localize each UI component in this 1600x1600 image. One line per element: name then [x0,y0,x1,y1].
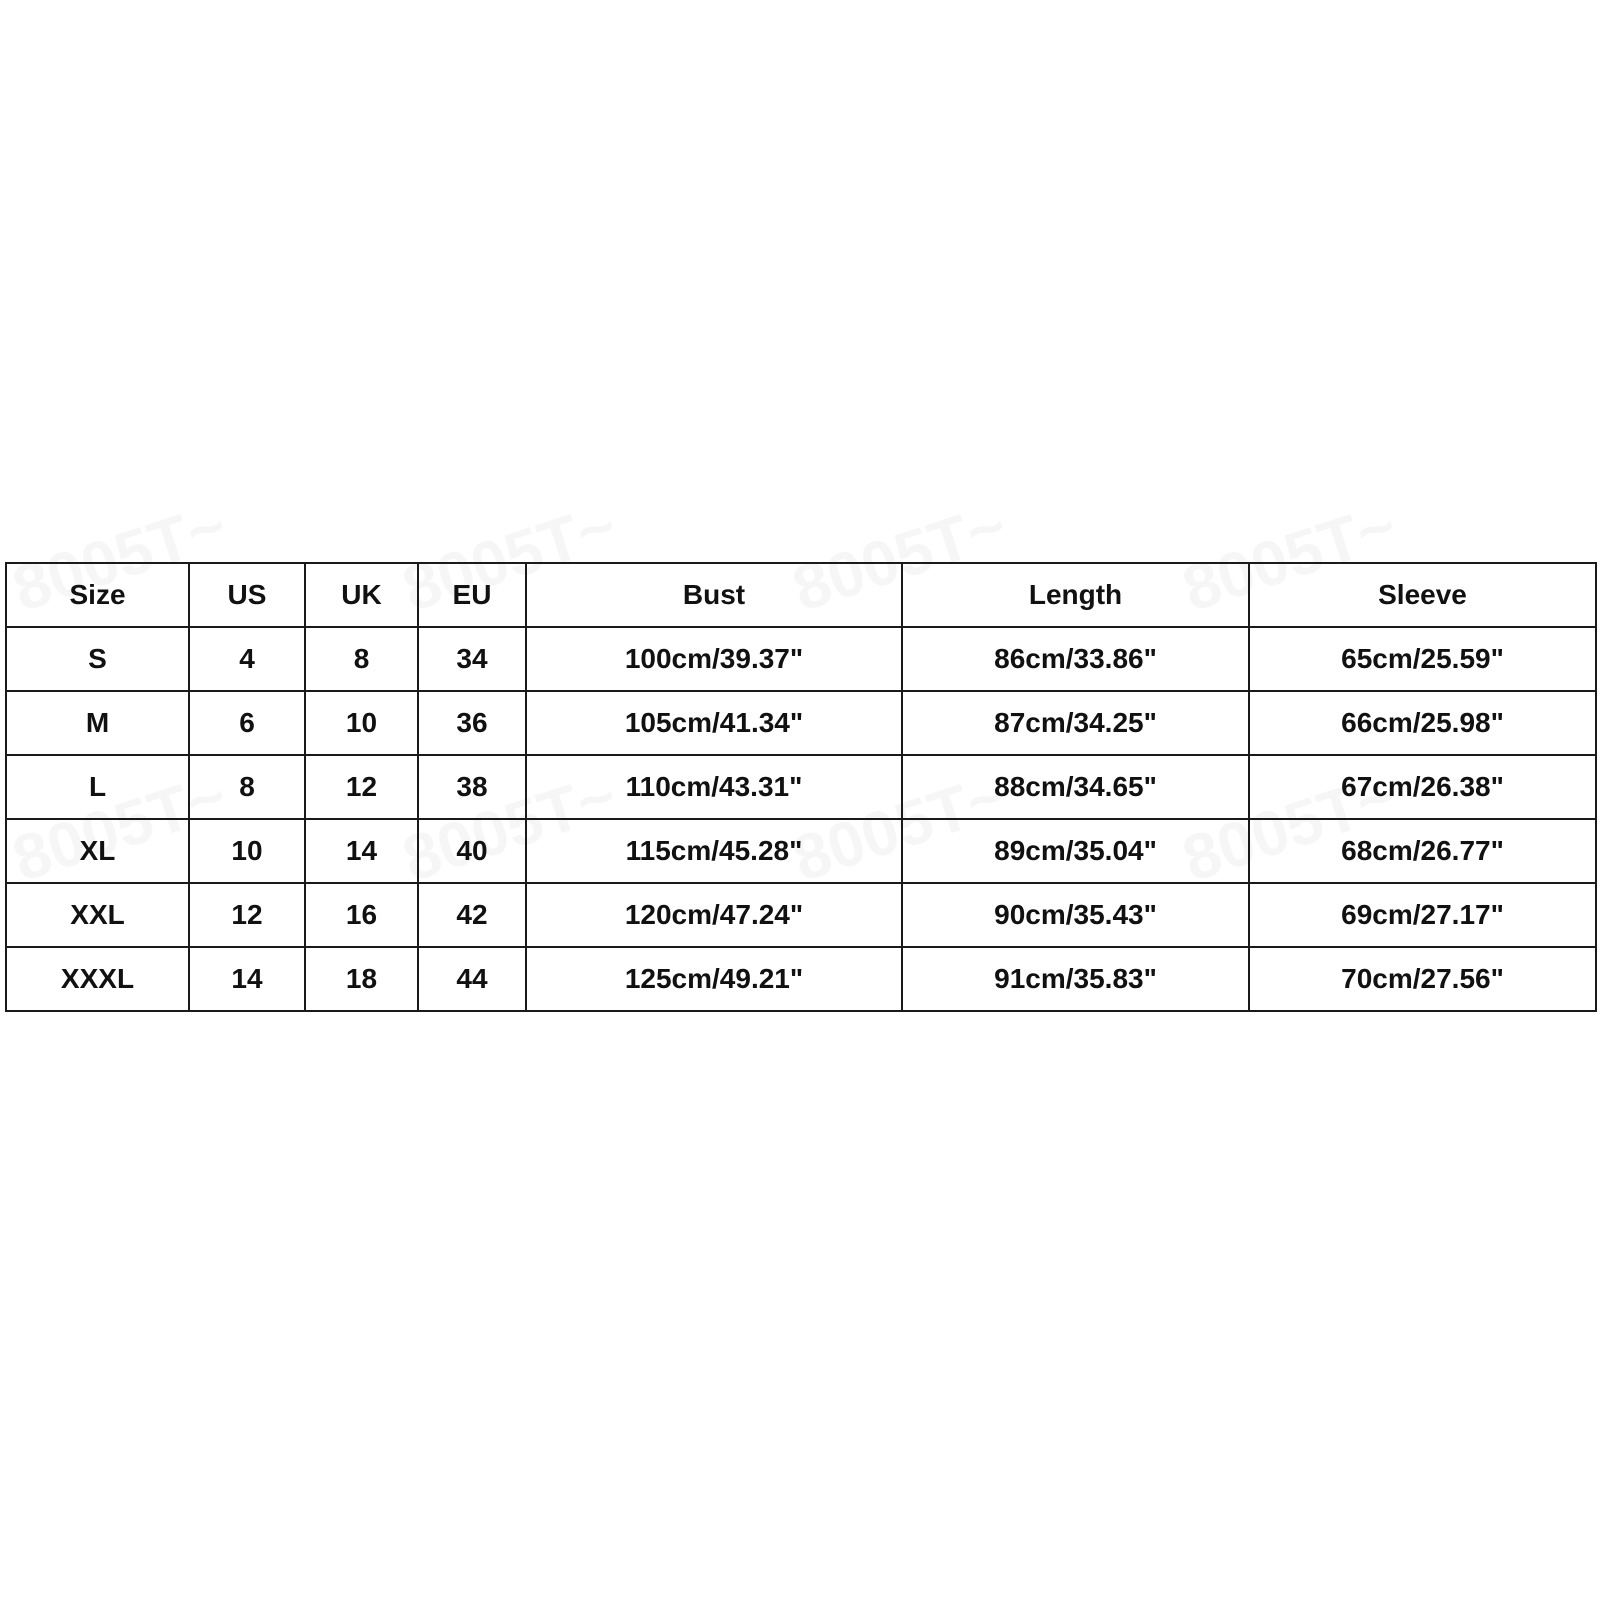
cell-length: 88cm/34.65" [902,755,1249,819]
cell-us: 12 [189,883,305,947]
cell-length: 87cm/34.25" [902,691,1249,755]
cell-size: XL [6,819,189,883]
size-chart-table [5,562,1597,1012]
column-header-bust: Bust [526,563,902,627]
cell-us: 8 [189,755,305,819]
cell-sleeve: 70cm/27.56" [1249,947,1596,1011]
cell-eu: 36 [418,691,526,755]
cell-eu: 34 [418,627,526,691]
cell-length: 86cm/33.86" [902,627,1249,691]
cell-sleeve: 69cm/27.17" [1249,883,1596,947]
cell-uk: 8 [305,627,418,691]
cell-uk: 12 [305,755,418,819]
column-header-sleeve: Sleeve [1249,563,1596,627]
cell-length: 90cm/35.43" [902,883,1249,947]
column-header-uk: UK [305,563,418,627]
cell-sleeve: 65cm/25.59" [1249,627,1596,691]
cell-eu: 42 [418,883,526,947]
cell-bust: 115cm/45.28" [526,819,902,883]
table-row [6,819,1596,883]
cell-uk: 16 [305,883,418,947]
cell-eu: 38 [418,755,526,819]
table-row [6,691,1596,755]
table-row [6,627,1596,691]
cell-eu: 44 [418,947,526,1011]
cell-us: 14 [189,947,305,1011]
cell-size: M [6,691,189,755]
cell-sleeve: 67cm/26.38" [1249,755,1596,819]
cell-bust: 100cm/39.37" [526,627,902,691]
cell-us: 4 [189,627,305,691]
table-row [6,883,1596,947]
cell-bust: 125cm/49.21" [526,947,902,1011]
cell-uk: 14 [305,819,418,883]
column-header-eu: EU [418,563,526,627]
cell-bust: 105cm/41.34" [526,691,902,755]
cell-length: 91cm/35.83" [902,947,1249,1011]
cell-size: L [6,755,189,819]
cell-us: 6 [189,691,305,755]
cell-us: 10 [189,819,305,883]
cell-size: XXL [6,883,189,947]
table-row [6,755,1596,819]
cell-size: S [6,627,189,691]
cell-uk: 18 [305,947,418,1011]
column-header-length: Length [902,563,1249,627]
table-header-row [6,563,1596,627]
cell-eu: 40 [418,819,526,883]
table-row [6,947,1596,1011]
cell-length: 89cm/35.04" [902,819,1249,883]
column-header-us: US [189,563,305,627]
cell-uk: 10 [305,691,418,755]
cell-bust: 120cm/47.24" [526,883,902,947]
cell-sleeve: 68cm/26.77" [1249,819,1596,883]
cell-size: XXXL [6,947,189,1011]
column-header-size: Size [6,563,189,627]
cell-sleeve: 66cm/25.98" [1249,691,1596,755]
cell-bust: 110cm/43.31" [526,755,902,819]
